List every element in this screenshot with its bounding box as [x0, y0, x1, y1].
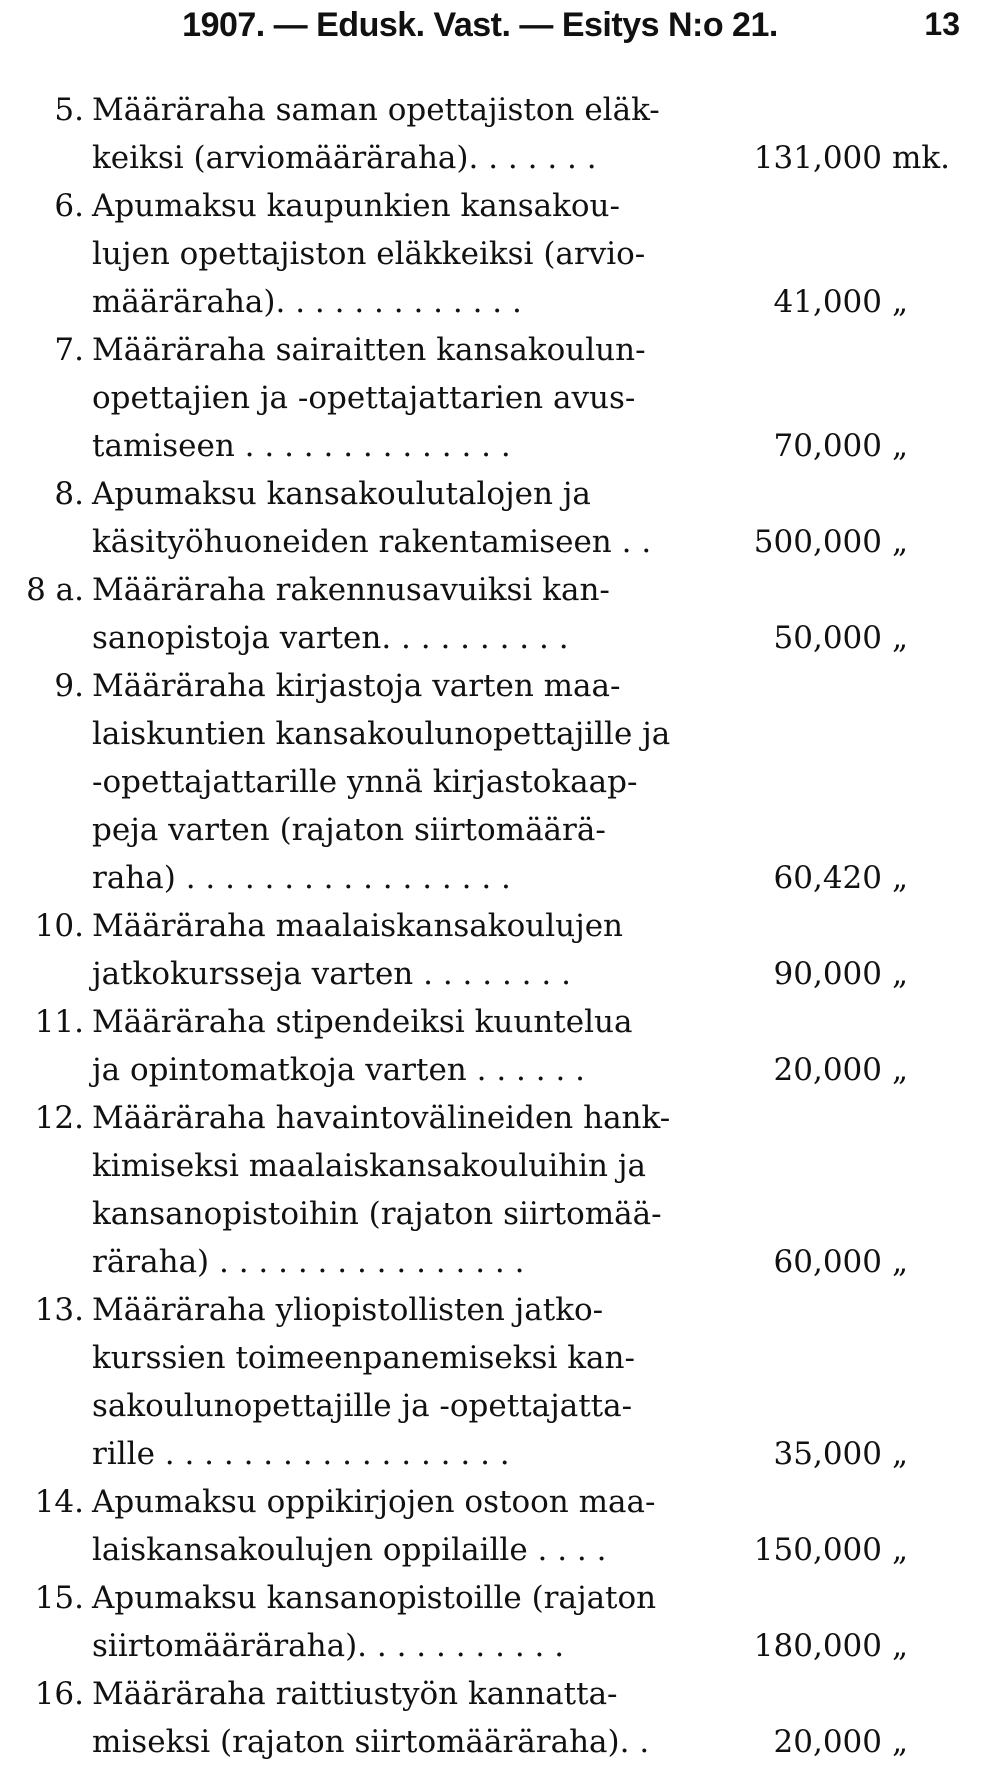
- item-amount: 20,000: [773, 1052, 882, 1088]
- amount-unit: „: [892, 1052, 909, 1088]
- description-text: jatkokursseja varten . . . . . . . .: [92, 956, 571, 992]
- item-description: [92, 182, 909, 326]
- description-text: sanopistoja varten. . . . . . . . . .: [92, 620, 569, 656]
- description-line: [92, 1478, 692, 1526]
- item-description: [92, 902, 909, 998]
- list-item: [0, 182, 960, 326]
- amount-unit: „: [892, 428, 909, 464]
- description-line: [92, 614, 909, 662]
- list-item: [0, 1574, 960, 1670]
- list-item: [0, 998, 960, 1094]
- list-item: [0, 326, 960, 470]
- list-item: [0, 1670, 960, 1766]
- description-line: [92, 1334, 692, 1382]
- description-text: kurssien toimeenpanemiseksi kan-: [92, 1340, 635, 1376]
- page-title: 1907. — Edusk. Vast. — Esitys N:o 21.: [182, 6, 778, 44]
- description-text: Apumaksu kansakoulutalojen ja: [92, 476, 591, 512]
- description-text: Määräraha maalaiskansakoulujen: [92, 908, 624, 944]
- item-amount: 90,000: [773, 956, 882, 992]
- item-amount: 60,420: [773, 860, 882, 896]
- description-line: [92, 182, 692, 230]
- description-line: [92, 86, 692, 134]
- item-amount: 60,000: [773, 1244, 882, 1280]
- description-text: opettajien ja -opettajattarien avus-: [92, 380, 636, 416]
- description-text: Määräraha sairaitten kansakoulun-: [92, 332, 646, 368]
- amount-unit: „: [892, 1724, 909, 1760]
- description-line: [92, 1574, 692, 1622]
- item-amount: 180,000: [753, 1628, 882, 1664]
- item-number: 10.: [34, 908, 84, 944]
- description-line: [92, 1670, 692, 1718]
- description-line: [92, 566, 692, 614]
- page-number: 13: [924, 6, 960, 42]
- description-line: [92, 134, 951, 182]
- list-item: [0, 1094, 960, 1286]
- description-text: räraha) . . . . . . . . . . . . . . . .: [92, 1244, 525, 1280]
- description-line: [92, 1046, 909, 1094]
- description-text: Määräraha kirjastoja varten maa-: [92, 668, 621, 704]
- item-description: [92, 1670, 909, 1766]
- description-line: [92, 854, 909, 902]
- description-line: [92, 758, 692, 806]
- description-line: [92, 1622, 909, 1670]
- description-text: Apumaksu kansanopistoille (rajaton: [92, 1580, 657, 1616]
- item-description: [92, 470, 909, 566]
- description-text: määräraha). . . . . . . . . . . . .: [92, 284, 522, 320]
- item-description: [92, 566, 909, 662]
- item-amount: 500,000: [753, 524, 882, 560]
- description-text: Määräraha havaintovälineiden hank-: [92, 1100, 671, 1136]
- description-line: [92, 470, 692, 518]
- item-amount: 150,000: [753, 1532, 882, 1568]
- list-item: [0, 1286, 960, 1478]
- amount-unit: „: [892, 1244, 909, 1280]
- description-line: [92, 710, 692, 758]
- description-text: Määräraha raittiustyön kannatta-: [92, 1676, 618, 1712]
- description-line: [92, 326, 692, 374]
- description-line: [92, 1430, 909, 1478]
- item-amount: 35,000: [773, 1436, 882, 1472]
- amount-unit: „: [892, 524, 909, 560]
- description-text: sakoulunopettajille ja -opettajatta-: [92, 1388, 633, 1424]
- description-text: käsityöhuoneiden rakentamiseen . .: [92, 524, 652, 560]
- description-line: [92, 1382, 692, 1430]
- amount-unit: „: [892, 956, 909, 992]
- description-line: [92, 1094, 692, 1142]
- item-number: 8.: [54, 476, 84, 512]
- item-description: [92, 1094, 909, 1286]
- item-description: [92, 1574, 909, 1670]
- item-description: [92, 326, 909, 470]
- description-text: miseksi (rajaton siirtomääräraha). .: [92, 1724, 650, 1760]
- item-description: [92, 1478, 909, 1574]
- amount-unit: mk.: [892, 140, 951, 176]
- amount-unit: „: [892, 860, 909, 896]
- description-line: [92, 1526, 909, 1574]
- list-item: [0, 86, 960, 182]
- description-text: Apumaksu oppikirjojen ostoon maa-: [92, 1484, 656, 1520]
- description-text: Apumaksu kaupunkien kansakou-: [92, 188, 620, 224]
- description-line: [92, 374, 692, 422]
- description-text: Määräraha stipendeiksi kuuntelua: [92, 1004, 633, 1040]
- amount-unit: „: [892, 1436, 909, 1472]
- item-amount: 131,000: [753, 140, 882, 176]
- item-number: 7.: [54, 332, 84, 368]
- item-number: 8 a.: [26, 572, 84, 608]
- amount-unit: „: [892, 284, 909, 320]
- description-line: [92, 1238, 909, 1286]
- item-number: 13.: [34, 1292, 84, 1328]
- amount-unit: „: [892, 1628, 909, 1664]
- page-header: [0, 6, 960, 50]
- amount-unit: „: [892, 1532, 909, 1568]
- description-text: keiksi (arviomääräraha). . . . . . .: [92, 140, 597, 176]
- description-text: kansanopistoihin (rajaton siirtomää-: [92, 1196, 662, 1232]
- description-text: Määräraha rakennusavuiksi kan-: [92, 572, 610, 608]
- item-number: 5.: [54, 92, 84, 128]
- description-text: kimiseksi maalaiskansakouluihin ja: [92, 1148, 646, 1184]
- description-line: [92, 518, 909, 566]
- description-text: -opettajattarille ynnä kirjastokaap-: [92, 764, 638, 800]
- description-line: [92, 278, 909, 326]
- description-text: lujen opettajiston eläkkeiksi (arvio-: [92, 236, 646, 272]
- item-description: [92, 662, 909, 902]
- item-number: 16.: [34, 1676, 84, 1712]
- description-text: laiskuntien kansakoulunopettajille ja: [92, 716, 671, 752]
- description-line: [92, 950, 909, 998]
- description-text: Määräraha yliopistollisten jatko-: [92, 1292, 604, 1328]
- description-line: [92, 662, 692, 710]
- amount-unit: „: [892, 620, 909, 656]
- list-item: [0, 662, 960, 902]
- item-number: 6.: [54, 188, 84, 224]
- description-text: ja opintomatkoja varten . . . . . .: [92, 1052, 586, 1088]
- item-description: [92, 1286, 909, 1478]
- item-number: 11.: [34, 1004, 84, 1040]
- description-line: [92, 230, 692, 278]
- description-line: [92, 998, 692, 1046]
- item-amount: 50,000: [773, 620, 882, 656]
- list-item: [0, 470, 960, 566]
- list-item: [0, 902, 960, 998]
- description-line: [92, 1286, 692, 1334]
- item-number: 12.: [34, 1100, 84, 1136]
- description-text: tamiseen . . . . . . . . . . . . . .: [92, 428, 511, 464]
- item-number: 14.: [34, 1484, 84, 1520]
- item-description: [92, 998, 909, 1094]
- appropriation-list: [0, 86, 960, 1766]
- description-text: laiskansakoulujen oppilaille . . . .: [92, 1532, 607, 1568]
- item-number: 15.: [34, 1580, 84, 1616]
- description-line: [92, 422, 909, 470]
- list-item: [0, 566, 960, 662]
- description-text: raha) . . . . . . . . . . . . . . . . .: [92, 860, 511, 896]
- description-line: [92, 806, 692, 854]
- item-number: 9.: [54, 668, 84, 704]
- item-amount: 20,000: [773, 1724, 882, 1760]
- item-amount: 70,000: [773, 428, 882, 464]
- item-amount: 41,000: [773, 284, 882, 320]
- description-line: [92, 1718, 909, 1766]
- description-text: peja varten (rajaton siirtomäärä-: [92, 812, 606, 848]
- description-line: [92, 1190, 692, 1238]
- description-text: siirtomääräraha). . . . . . . . . . .: [92, 1628, 565, 1664]
- description-text: rille . . . . . . . . . . . . . . . . . .: [92, 1436, 510, 1472]
- item-description: [92, 86, 951, 182]
- description-line: [92, 902, 692, 950]
- description-text: Määräraha saman opettajiston eläk-: [92, 92, 660, 128]
- list-item: [0, 1478, 960, 1574]
- description-line: [92, 1142, 692, 1190]
